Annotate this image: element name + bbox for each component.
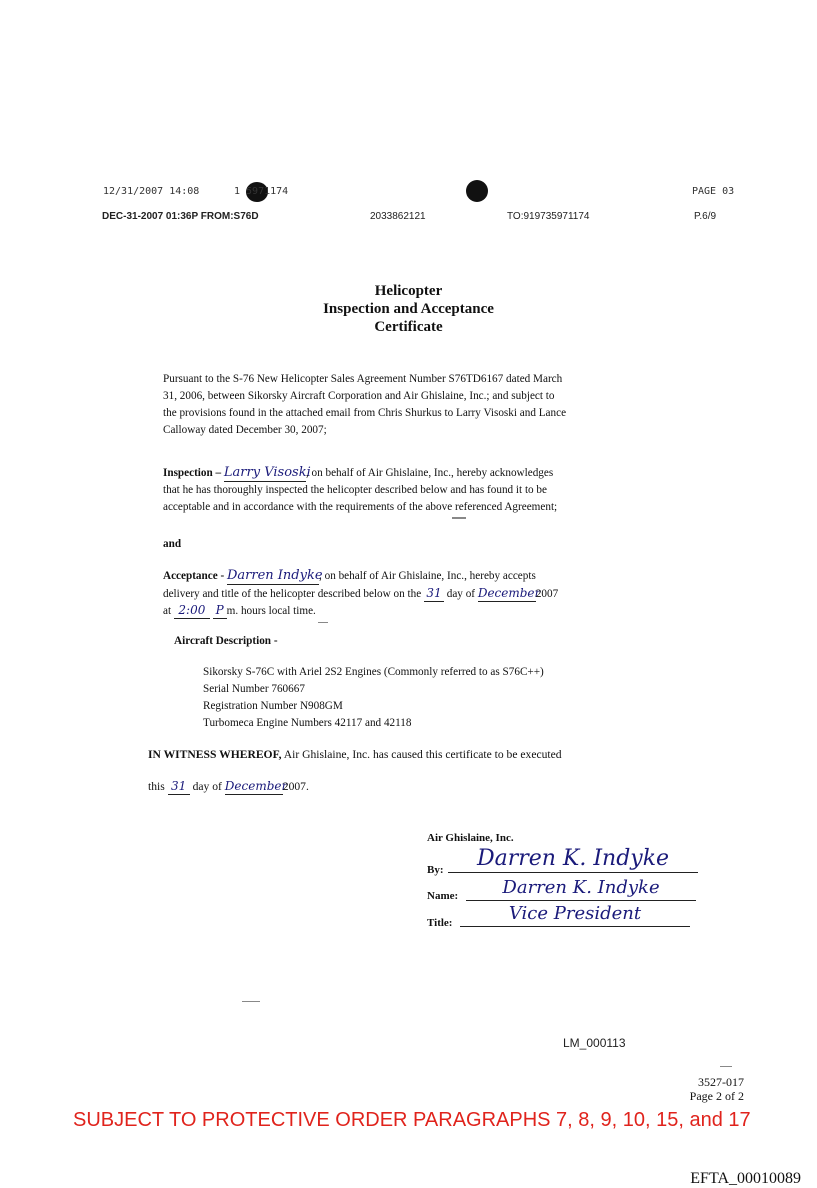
acceptance-year: 2007 bbox=[535, 588, 559, 600]
witness-this: this bbox=[148, 780, 165, 793]
acceptance-ampm: P bbox=[213, 602, 227, 619]
inspection-line-1 bbox=[163, 465, 553, 482]
witness-day: 31 bbox=[168, 778, 190, 795]
fax-to: TO:919735971174 bbox=[507, 211, 590, 222]
acceptance-line-1 bbox=[163, 568, 536, 585]
scan-mark bbox=[452, 517, 466, 519]
protective-order-notice: SUBJECT TO PROTECTIVE ORDER PARAGRAPHS 7, 8, 9, 10, 15, and 17 bbox=[73, 1109, 751, 1131]
title-line-1: Helicopter bbox=[374, 283, 443, 299]
aircraft-line: Sikorsky S-76C with Ariel 2S2 Engines (Commonly referred to as S76C++) bbox=[203, 666, 544, 678]
fax-phone: 2033862121 bbox=[370, 211, 426, 222]
aircraft-line: Registration Number N908GM bbox=[203, 700, 343, 712]
aircraft-heading: Aircraft Description - bbox=[174, 635, 278, 647]
fax-number: 1 5971174 bbox=[234, 186, 289, 197]
witness-bold: IN WITNESS WHEREOF, bbox=[148, 748, 282, 761]
witness-rest: Air Ghislaine, Inc. has caused this certificate to be executed bbox=[281, 748, 562, 761]
fax-page: PAGE 03 bbox=[692, 186, 735, 197]
bates-number: LM_000113 bbox=[563, 1036, 626, 1050]
scan-mark bbox=[720, 1066, 732, 1067]
inspection-line-3: acceptable and in accordance with the requirements of the above referenced Agreement; bbox=[163, 501, 558, 513]
acceptance-line-1-rest: , on behalf of Air Ghislaine, Inc., hereby accepts bbox=[319, 570, 536, 582]
acceptance-at: at bbox=[163, 605, 172, 617]
fax-from-line: DEC-31-2007 01:36P FROM:S76D bbox=[102, 211, 259, 222]
aircraft-line: Turbomeca Engine Numbers 42117 and 42118 bbox=[203, 717, 412, 729]
intro-line-4: Calloway dated December 30, 2007; bbox=[163, 424, 327, 436]
aircraft-line: Serial Number 760667 bbox=[203, 683, 305, 695]
signature-company: Air Ghislaine, Inc. bbox=[427, 832, 514, 844]
intro-line-2: 31, 2006, between Sikorsky Aircraft Corporation and Air Ghislaine, Inc.; and subject to bbox=[163, 390, 555, 402]
fax-page-count: P.6/9 bbox=[694, 211, 717, 222]
acceptance-month: December bbox=[477, 586, 541, 600]
intro-line-1: Pursuant to the S-76 New Helicopter Sales Agreement Number S76TD6167 dated March bbox=[163, 373, 563, 385]
hole-punch-mark bbox=[466, 180, 488, 202]
title-line-3: Certificate bbox=[374, 319, 443, 335]
inspection-line-1-rest: , on behalf of Air Ghislaine, Inc., hereby acknowledges bbox=[305, 467, 554, 479]
witness-line bbox=[148, 747, 562, 763]
acceptance-hours: m. hours local time. bbox=[226, 605, 316, 617]
title-value: Vice President bbox=[460, 902, 690, 927]
fax-datetime: 12/31/2007 14:08 bbox=[103, 186, 200, 197]
by-label: By: bbox=[427, 864, 444, 876]
name-label: Name: bbox=[427, 890, 459, 902]
and-word: and bbox=[163, 538, 182, 550]
acceptance-time: 2:00 bbox=[174, 602, 210, 619]
inspection-label: Inspection – bbox=[163, 467, 222, 479]
acceptance-line-2-text: delivery and title of the helicopter described below on the bbox=[163, 588, 422, 600]
witness-date-line bbox=[148, 778, 309, 795]
witness-year: 2007. bbox=[282, 780, 309, 793]
acceptance-day: 31 bbox=[424, 585, 444, 602]
title-label: Title: bbox=[427, 917, 453, 929]
acceptance-line-3 bbox=[163, 602, 316, 619]
by-signature: Darren K. Indyke bbox=[448, 846, 698, 873]
acceptance-day-of: day of bbox=[446, 588, 476, 600]
doc-ref-page: Page 2 of 2 bbox=[689, 1089, 744, 1103]
inspection-signature: Larry Visoski bbox=[223, 465, 311, 480]
doc-ref-number: 3527-017 bbox=[698, 1075, 744, 1089]
inspection-line-2: that he has thoroughly inspected the helicopter described below and has found it to be bbox=[163, 484, 547, 496]
intro-line-3: the provisions found in the attached email from Chris Shurkus to Larry Visoski and Lance bbox=[163, 407, 567, 419]
acceptance-line-2 bbox=[163, 585, 558, 602]
acceptance-signature: Darren Indyke bbox=[227, 568, 323, 583]
witness-day-of: day of bbox=[192, 780, 222, 793]
witness-month: December bbox=[224, 779, 288, 793]
name-value: Darren K. Indyke bbox=[466, 876, 696, 901]
efta-number: EFTA_00010089 bbox=[690, 1170, 801, 1187]
scan-mark bbox=[242, 1001, 260, 1002]
title-line-2: Inspection and Acceptance bbox=[323, 301, 494, 317]
acceptance-label: Acceptance - bbox=[163, 570, 225, 582]
scan-mark bbox=[318, 622, 328, 623]
